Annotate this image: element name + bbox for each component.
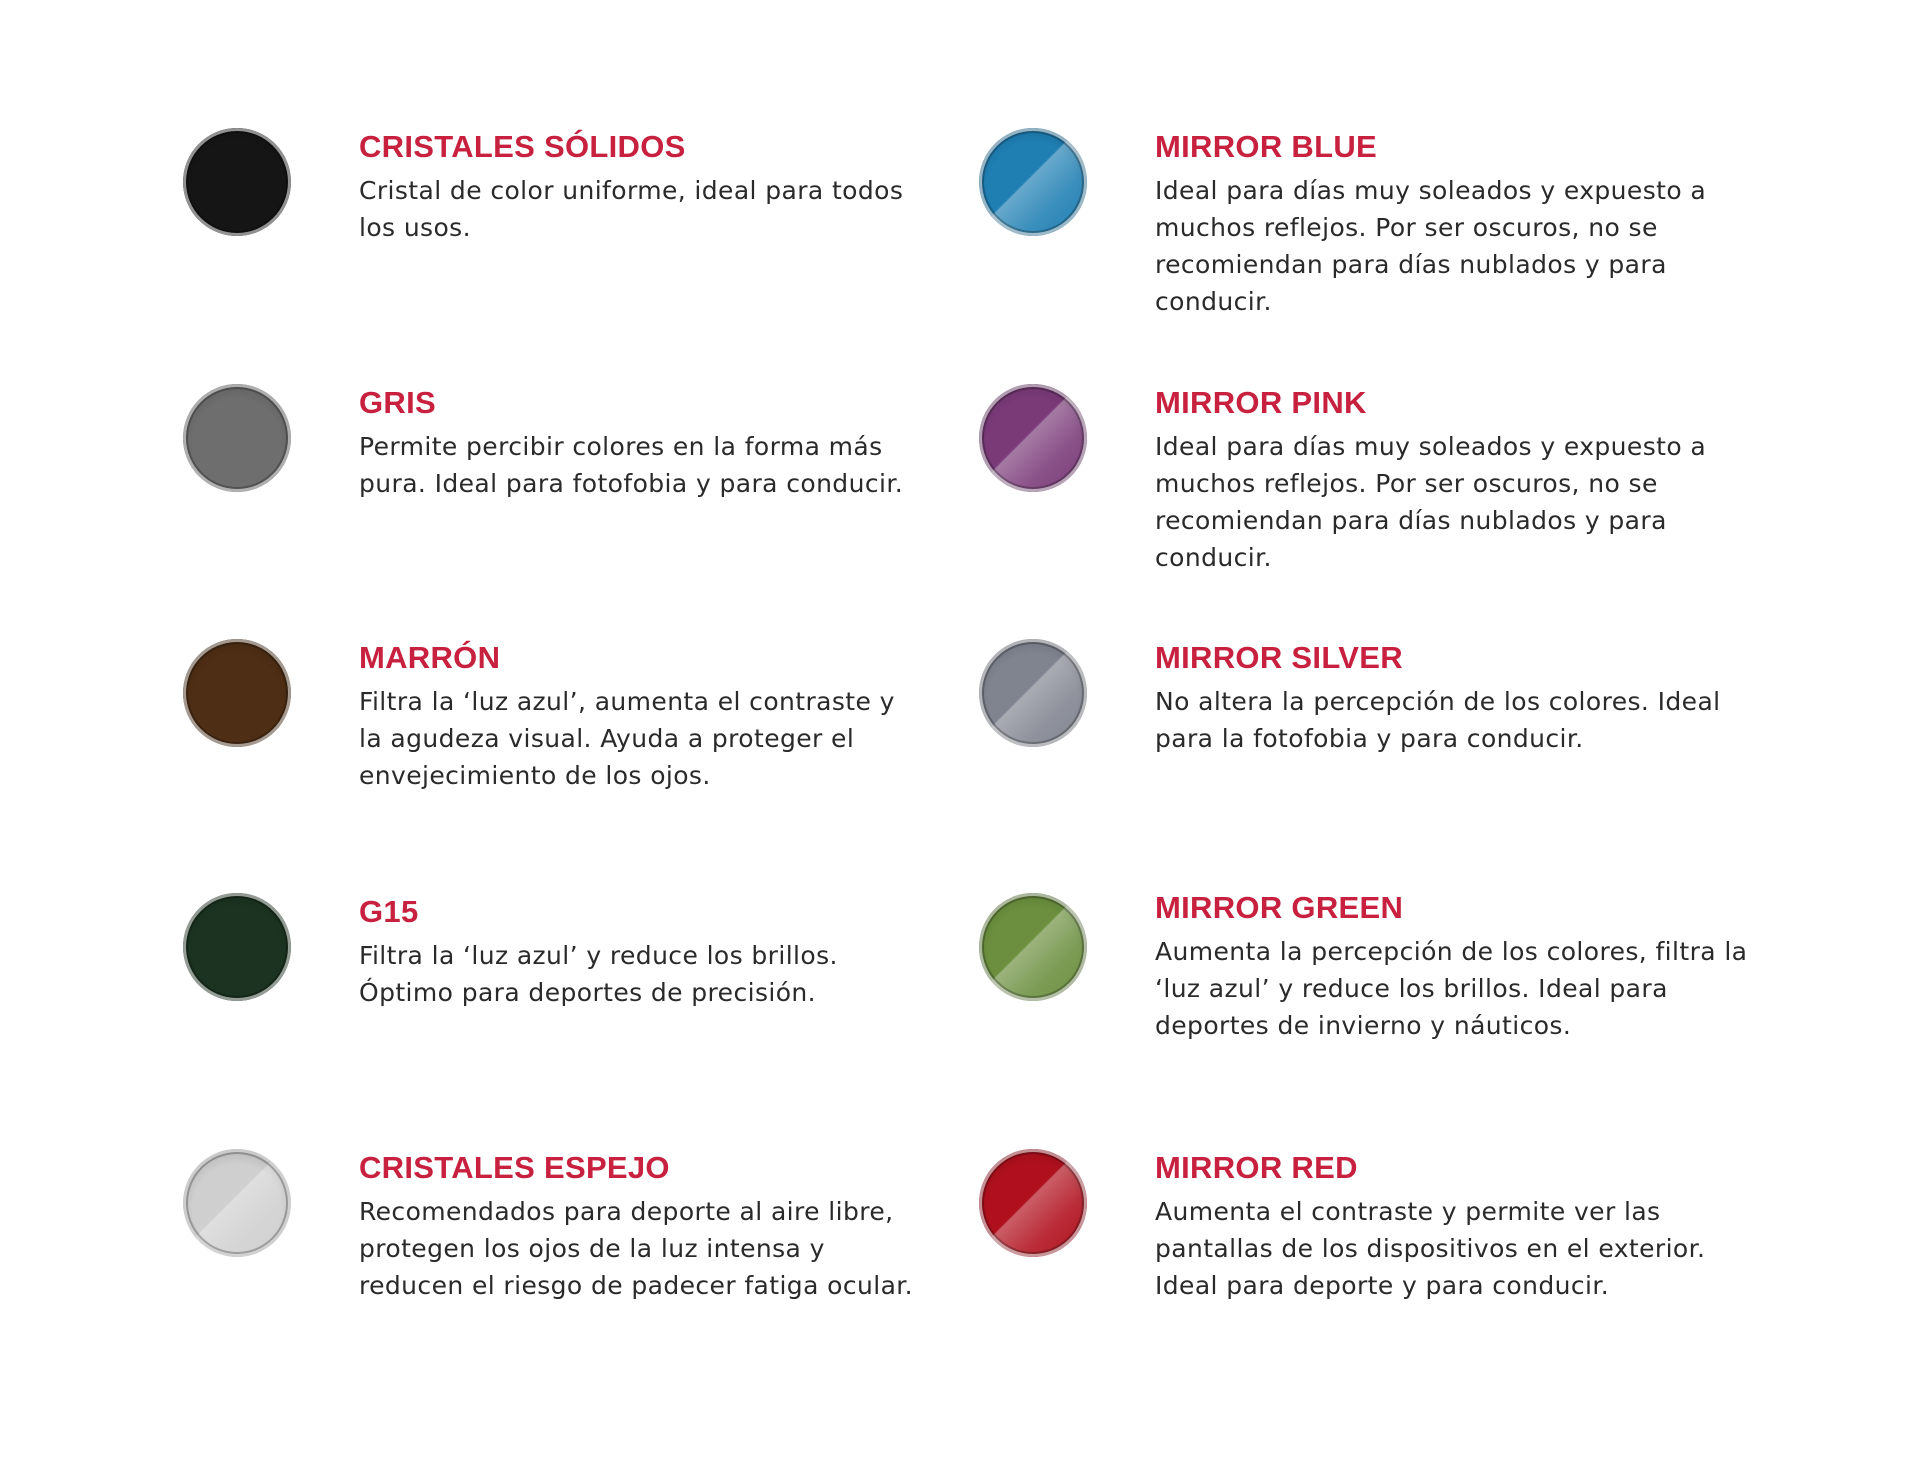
lens-option-text	[1155, 639, 1735, 757]
lens-description: Filtra la ‘luz azul’, aumenta el contraste y la agudeza visual. Ayuda a proteger el envejecimiento de los ojos.	[359, 687, 895, 790]
dark-green-lens-icon	[183, 893, 291, 1001]
silver-lens-icon	[979, 639, 1087, 747]
lens-option-text	[1155, 128, 1735, 320]
lens-title: G15	[359, 894, 419, 929]
lens-description: Aumenta la percepción de los colores, filtra la ‘luz azul’ y reduce los brillos. Ideal para deportes de invierno y náuticos.	[1155, 937, 1748, 1040]
lens-option-text	[359, 639, 919, 794]
gray-lens-icon	[183, 384, 291, 492]
lens-option-text	[359, 1149, 919, 1304]
lens-option-text	[1155, 384, 1735, 576]
lens-title: MIRROR BLUE	[1155, 129, 1378, 164]
lens-title: CRISTALES ESPEJO	[359, 1150, 670, 1185]
lens-title: GRIS	[359, 385, 436, 420]
lens-option-text	[1155, 889, 1775, 1044]
pink-mirror-lens-icon	[979, 384, 1087, 492]
lens-option-text	[1155, 1149, 1775, 1304]
lens-option-text	[359, 128, 919, 246]
lens-option-text	[359, 384, 919, 502]
lens-description: Cristal de color uniforme, ideal para todos los usos.	[359, 176, 904, 242]
lens-description: Ideal para días muy soleados y expuesto a muchos reflejos. Por ser oscuros, no se recomiendan para días nublados y para conducir.	[1155, 432, 1707, 572]
lens-title: CRISTALES SÓLIDOS	[359, 129, 686, 164]
lens-description: Permite percibir colores en la forma más pura. Ideal para fotofobia y para conducir.	[359, 432, 904, 498]
red-mirror-lens-icon	[979, 1149, 1087, 1257]
lens-title: MARRÓN	[359, 640, 501, 675]
black-lens-icon	[183, 128, 291, 236]
lens-description: Recomendados para deporte al aire libre, protegen los ojos de la luz intensa y reducen el riesgo de padecer fatiga ocular.	[359, 1197, 914, 1300]
lens-description: Aumenta el contraste y permite ver las pantallas de los dispositivos en el exterior. Ideal para deporte y para conducir.	[1155, 1197, 1706, 1300]
lens-title: MIRROR GREEN	[1155, 890, 1404, 925]
lens-title: MIRROR PINK	[1155, 385, 1367, 420]
lens-option-text	[359, 893, 919, 1011]
brown-lens-icon	[183, 639, 291, 747]
lens-description: Ideal para días muy soleados y expuesto a muchos reflejos. Por ser oscuros, no se recomiendan para días nublados y para conducir.	[1155, 176, 1707, 316]
blue-mirror-lens-icon	[979, 128, 1087, 236]
lens-title: MIRROR RED	[1155, 1150, 1358, 1185]
lens-title: MIRROR SILVER	[1155, 640, 1403, 675]
lens-description: Filtra la ‘luz azul’ y reduce los brillos. Óptimo para deportes de precisión.	[359, 941, 838, 1007]
silver-mirror-lens-icon	[183, 1149, 291, 1257]
green-mirror-lens-icon	[979, 893, 1087, 1001]
lens-description: No altera la percepción de los colores. Ideal para la fotofobia y para conducir.	[1155, 687, 1721, 753]
